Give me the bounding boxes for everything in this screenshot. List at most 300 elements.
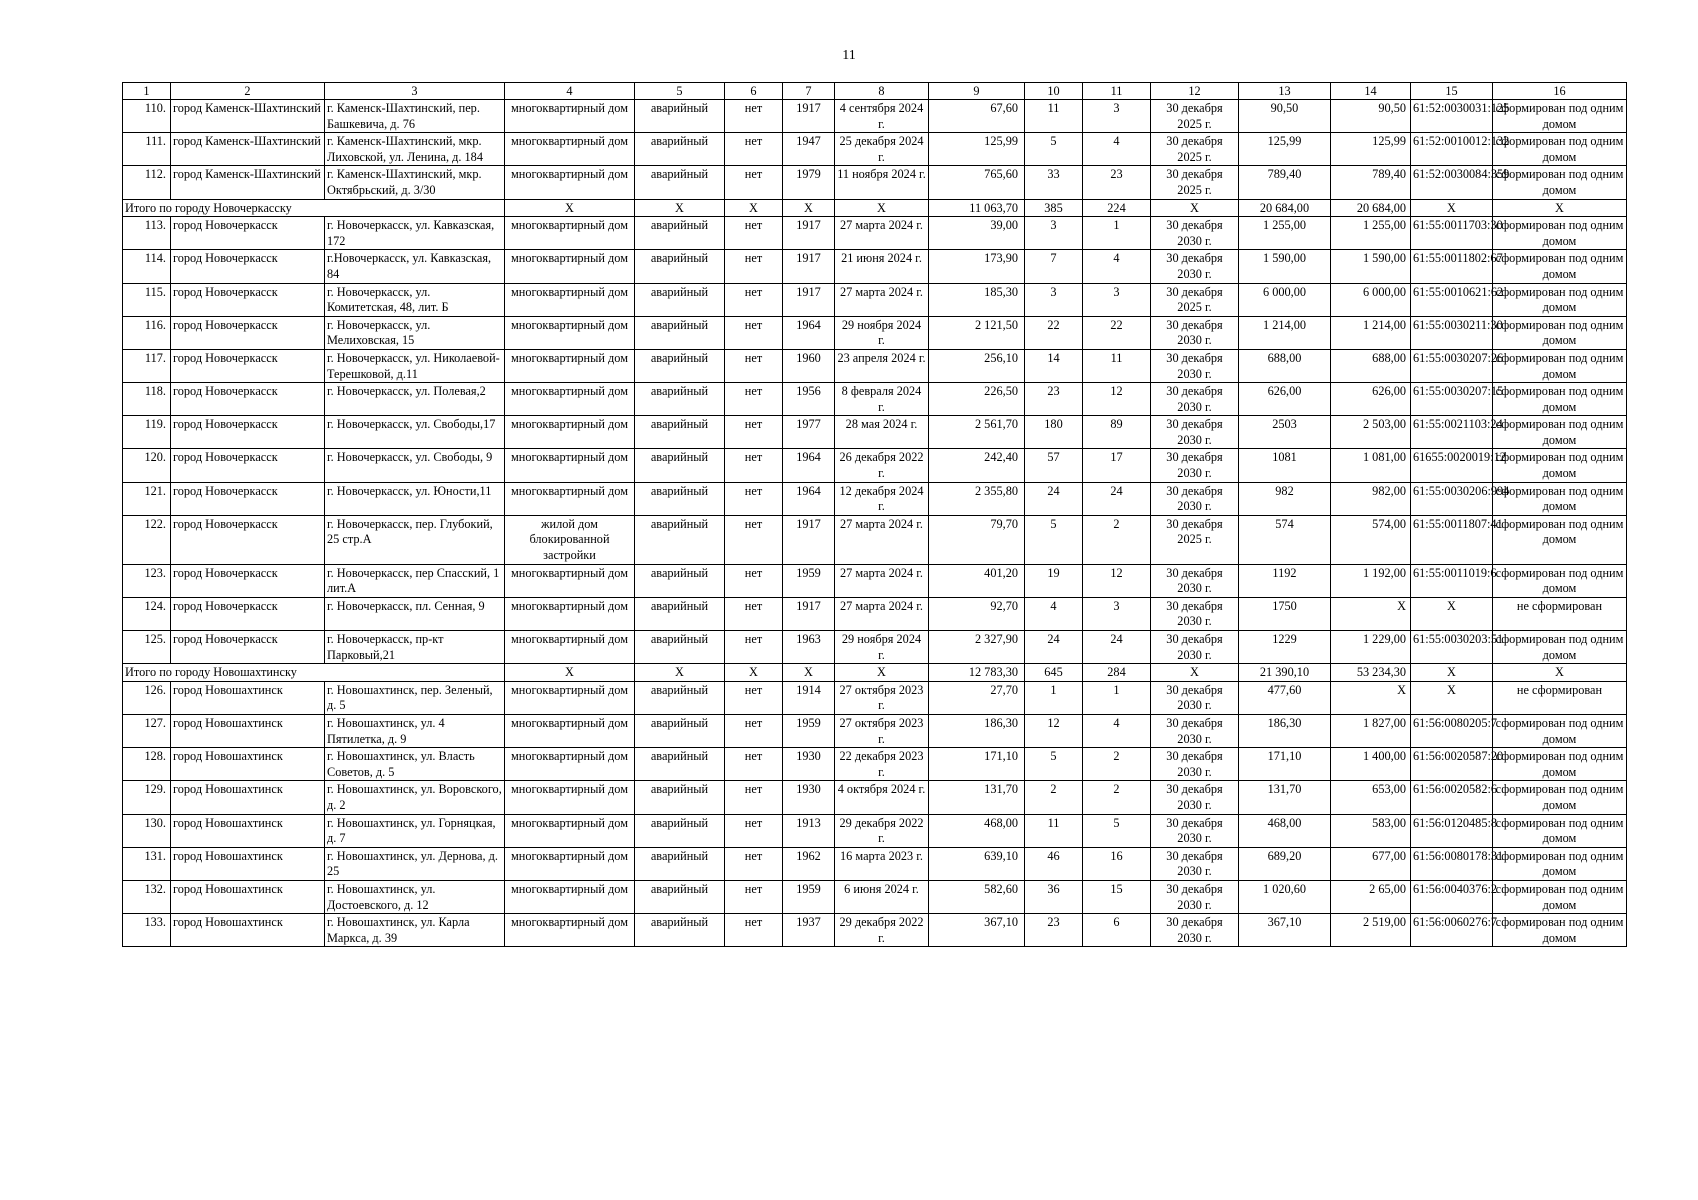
table-cell: 24 bbox=[1083, 631, 1151, 664]
table-cell: аварийный bbox=[635, 597, 725, 630]
table-cell: нет bbox=[725, 631, 783, 664]
column-header: 15 bbox=[1411, 83, 1493, 100]
table-cell: город Новочеркасск bbox=[171, 416, 325, 449]
table-cell: нет bbox=[725, 217, 783, 250]
table-row bbox=[123, 564, 1627, 597]
table-cell: 2 65,00 bbox=[1331, 880, 1411, 913]
table-cell: 122. bbox=[123, 515, 171, 564]
table-cell: многоквартирный дом bbox=[505, 564, 635, 597]
table-cell: 1917 bbox=[783, 217, 835, 250]
table-cell: г. Новочеркасск, ул. Николаевой-Терешковой, д.11 bbox=[325, 349, 505, 382]
table-cell: 36 bbox=[1025, 880, 1083, 913]
table-cell: город Новошахтинск bbox=[171, 714, 325, 747]
table-cell: 61:56:0020582:6 bbox=[1411, 781, 1493, 814]
table-cell: г. Новошахтинск, ул. Карла Маркса, д. 39 bbox=[325, 914, 505, 947]
table-cell: 1917 bbox=[783, 597, 835, 630]
table-cell: 23 bbox=[1025, 383, 1083, 416]
table-cell: 1977 bbox=[783, 416, 835, 449]
table-cell: 23 bbox=[1025, 914, 1083, 947]
table-cell: аварийный bbox=[635, 847, 725, 880]
subtotal-cell: 645 bbox=[1025, 664, 1083, 682]
table-cell: 23 апреля 2024 г. bbox=[835, 349, 929, 382]
table-cell: многоквартирный дом bbox=[505, 100, 635, 133]
table-cell: 61:55:0011807:41 bbox=[1411, 515, 1493, 564]
table-cell: 27 марта 2024 г. bbox=[835, 217, 929, 250]
table-cell: многоквартирный дом bbox=[505, 880, 635, 913]
table-cell: 29 ноября 2024 г. bbox=[835, 316, 929, 349]
table-cell: многоквартирный дом bbox=[505, 133, 635, 166]
table-cell: 173,90 bbox=[929, 250, 1025, 283]
table-cell: 1 400,00 bbox=[1331, 748, 1411, 781]
table-cell: 30 декабря 2025 г. bbox=[1151, 133, 1239, 166]
subtotal-row bbox=[123, 664, 1627, 682]
table-row bbox=[123, 383, 1627, 416]
table-cell: 131,70 bbox=[1239, 781, 1331, 814]
table-row bbox=[123, 217, 1627, 250]
table-cell: г. Новочеркасск, ул. Полевая,2 bbox=[325, 383, 505, 416]
table-cell: 1959 bbox=[783, 564, 835, 597]
table-row bbox=[123, 748, 1627, 781]
table-cell: аварийный bbox=[635, 515, 725, 564]
table-cell: 3 bbox=[1083, 597, 1151, 630]
table-cell: город Новочеркасск bbox=[171, 482, 325, 515]
subtotal-cell: 20 684,00 bbox=[1331, 199, 1411, 217]
table-cell: 61:55:0011802:67 bbox=[1411, 250, 1493, 283]
table-row bbox=[123, 914, 1627, 947]
table-cell: 57 bbox=[1025, 449, 1083, 482]
table-row bbox=[123, 880, 1627, 913]
table-cell: 27 марта 2024 г. bbox=[835, 515, 929, 564]
table-cell: 242,40 bbox=[929, 449, 1025, 482]
table-cell: многоквартирный дом bbox=[505, 714, 635, 747]
table-cell: 688,00 bbox=[1331, 349, 1411, 382]
table-cell: сформирован под одним домом bbox=[1493, 133, 1627, 166]
table-cell: 171,10 bbox=[929, 748, 1025, 781]
table-cell: сформирован под одним домом bbox=[1493, 814, 1627, 847]
table-cell: 117. bbox=[123, 349, 171, 382]
table-cell: 1 827,00 bbox=[1331, 714, 1411, 747]
column-header: 6 bbox=[725, 83, 783, 100]
table-cell: 131. bbox=[123, 847, 171, 880]
table-cell: 30 декабря 2030 г. bbox=[1151, 482, 1239, 515]
table-cell: нет bbox=[725, 133, 783, 166]
table-cell: г. Новошахтинск, ул. Власть Советов, д. 5 bbox=[325, 748, 505, 781]
table-cell: 1 bbox=[1083, 217, 1151, 250]
table-cell: нет bbox=[725, 681, 783, 714]
table-cell: 46 bbox=[1025, 847, 1083, 880]
table-cell: 61:55:0010621:62 bbox=[1411, 283, 1493, 316]
table-cell: 61:55:0030206:994 bbox=[1411, 482, 1493, 515]
table-cell: 19 bbox=[1025, 564, 1083, 597]
table-cell: не сформирован bbox=[1493, 681, 1627, 714]
table-cell: 24 bbox=[1025, 631, 1083, 664]
table-cell: г. Новошахтинск, ул. Дернова, д. 25 bbox=[325, 847, 505, 880]
table-cell: город Новошахтинск bbox=[171, 748, 325, 781]
column-header: 14 bbox=[1331, 83, 1411, 100]
subtotal-cell: X bbox=[635, 664, 725, 682]
table-cell: аварийный bbox=[635, 166, 725, 199]
table-cell: нет bbox=[725, 914, 783, 947]
table-cell: 2 519,00 bbox=[1331, 914, 1411, 947]
table-cell: аварийный bbox=[635, 416, 725, 449]
table-cell: 23 bbox=[1083, 166, 1151, 199]
table-cell: 61:55:0011703:30 bbox=[1411, 217, 1493, 250]
subtotal-cell: 11 063,70 bbox=[929, 199, 1025, 217]
column-header: 9 bbox=[929, 83, 1025, 100]
table-cell: многоквартирный дом bbox=[505, 250, 635, 283]
table-cell: город Новочеркасск bbox=[171, 250, 325, 283]
table-cell: многоквартирный дом bbox=[505, 349, 635, 382]
table-cell: сформирован под одним домом bbox=[1493, 250, 1627, 283]
table-cell: г. Новочеркасск, пл. Сенная, 9 bbox=[325, 597, 505, 630]
table-row bbox=[123, 781, 1627, 814]
table-cell: 583,00 bbox=[1331, 814, 1411, 847]
table-cell: 30 декабря 2030 г. bbox=[1151, 781, 1239, 814]
table-cell: X bbox=[1411, 681, 1493, 714]
table-cell: 125. bbox=[123, 631, 171, 664]
table-cell: 15 bbox=[1083, 880, 1151, 913]
table-cell: 468,00 bbox=[929, 814, 1025, 847]
subtotal-row bbox=[123, 199, 1627, 217]
table-cell: аварийный bbox=[635, 631, 725, 664]
table-cell: 1947 bbox=[783, 133, 835, 166]
table-cell: город Новошахтинск bbox=[171, 781, 325, 814]
table-cell: 1960 bbox=[783, 349, 835, 382]
table-cell: город Новошахтинск bbox=[171, 814, 325, 847]
table-row bbox=[123, 416, 1627, 449]
table-cell: сформирован под одним домом bbox=[1493, 748, 1627, 781]
table-cell: сформирован под одним домом bbox=[1493, 781, 1627, 814]
subtotal-cell: 385 bbox=[1025, 199, 1083, 217]
table-cell: 115. bbox=[123, 283, 171, 316]
table-cell: 2 503,00 bbox=[1331, 416, 1411, 449]
table-cell: город Новочеркасск bbox=[171, 316, 325, 349]
table-cell: 2 bbox=[1083, 515, 1151, 564]
table-cell: город Новочеркасск bbox=[171, 349, 325, 382]
table-cell: 1917 bbox=[783, 100, 835, 133]
table-row bbox=[123, 814, 1627, 847]
table-cell: многоквартирный дом bbox=[505, 814, 635, 847]
table-cell: 24 bbox=[1083, 482, 1151, 515]
table-cell: 22 декабря 2023 г. bbox=[835, 748, 929, 781]
table-cell: 765,60 bbox=[929, 166, 1025, 199]
table-cell: 1 214,00 bbox=[1331, 316, 1411, 349]
table-cell: 1750 bbox=[1239, 597, 1331, 630]
table-cell: 3 bbox=[1083, 100, 1151, 133]
table-cell: 1979 bbox=[783, 166, 835, 199]
table-cell: аварийный bbox=[635, 349, 725, 382]
table-cell: 110. bbox=[123, 100, 171, 133]
table-cell: 689,20 bbox=[1239, 847, 1331, 880]
table-cell: аварийный bbox=[635, 564, 725, 597]
subtotal-cell: 284 bbox=[1083, 664, 1151, 682]
table-cell: 17 bbox=[1083, 449, 1151, 482]
table-row bbox=[123, 631, 1627, 664]
table-cell: 1956 bbox=[783, 383, 835, 416]
table-cell: аварийный bbox=[635, 714, 725, 747]
table-cell: город Новочеркасск bbox=[171, 564, 325, 597]
subtotal-cell: X bbox=[725, 664, 783, 682]
column-header: 12 bbox=[1151, 83, 1239, 100]
table-cell: 1 bbox=[1025, 681, 1083, 714]
table-cell: нет bbox=[725, 714, 783, 747]
table-cell: нет bbox=[725, 283, 783, 316]
table-cell: 30 декабря 2030 г. bbox=[1151, 914, 1239, 947]
column-header: 4 bbox=[505, 83, 635, 100]
table-cell: многоквартирный дом bbox=[505, 748, 635, 781]
table-row bbox=[123, 515, 1627, 564]
table-cell: аварийный bbox=[635, 914, 725, 947]
table-cell: нет bbox=[725, 416, 783, 449]
table-cell: 27,70 bbox=[929, 681, 1025, 714]
table-cell: 61:55:0021103:24 bbox=[1411, 416, 1493, 449]
table-cell: 30 декабря 2030 г. bbox=[1151, 597, 1239, 630]
table-cell: 574,00 bbox=[1331, 515, 1411, 564]
table-cell: 22 bbox=[1083, 316, 1151, 349]
table-cell: 116. bbox=[123, 316, 171, 349]
table-cell: 30 декабря 2030 г. bbox=[1151, 880, 1239, 913]
table-cell: нет bbox=[725, 166, 783, 199]
table-cell: 3 bbox=[1025, 217, 1083, 250]
table-row bbox=[123, 133, 1627, 166]
table-cell: город Новочеркасск bbox=[171, 383, 325, 416]
table-cell: город Новошахтинск bbox=[171, 880, 325, 913]
table-cell: 1 081,00 bbox=[1331, 449, 1411, 482]
table-cell: аварийный bbox=[635, 217, 725, 250]
table-cell: 121. bbox=[123, 482, 171, 515]
table-cell: нет bbox=[725, 449, 783, 482]
table-cell: 1081 bbox=[1239, 449, 1331, 482]
table-cell: 113. bbox=[123, 217, 171, 250]
subtotal-cell: X bbox=[1493, 199, 1627, 217]
subtotal-cell: X bbox=[505, 664, 635, 682]
table-cell: X bbox=[1411, 597, 1493, 630]
table-cell: нет bbox=[725, 482, 783, 515]
table-cell: 256,10 bbox=[929, 349, 1025, 382]
column-number-header-row bbox=[123, 83, 1627, 100]
table-cell: 12 bbox=[1083, 383, 1151, 416]
column-header: 7 bbox=[783, 83, 835, 100]
table-cell: 1 229,00 bbox=[1331, 631, 1411, 664]
table-cell: 61:56:0060276:7 bbox=[1411, 914, 1493, 947]
table-cell: 11 bbox=[1025, 100, 1083, 133]
table-cell: 1 bbox=[1083, 681, 1151, 714]
table-cell: 119. bbox=[123, 416, 171, 449]
table-cell: 2 561,70 bbox=[929, 416, 1025, 449]
table-cell: 5 bbox=[1083, 814, 1151, 847]
table-cell: нет bbox=[725, 781, 783, 814]
table-cell: 22 bbox=[1025, 316, 1083, 349]
table-cell: многоквартирный дом bbox=[505, 383, 635, 416]
table-cell: сформирован под одним домом bbox=[1493, 714, 1627, 747]
table-cell: многоквартирный дом bbox=[505, 217, 635, 250]
table-cell: 27 октября 2023 г. bbox=[835, 681, 929, 714]
table-cell: 4 bbox=[1025, 597, 1083, 630]
table-cell: нет bbox=[725, 349, 783, 382]
table-cell: 626,00 bbox=[1239, 383, 1331, 416]
table-cell: 29 декабря 2022 г. bbox=[835, 814, 929, 847]
table-cell: нет bbox=[725, 597, 783, 630]
table-cell: аварийный bbox=[635, 880, 725, 913]
table-cell: 4 сентября 2024 г. bbox=[835, 100, 929, 133]
table-cell: 677,00 bbox=[1331, 847, 1411, 880]
table-cell: 1962 bbox=[783, 847, 835, 880]
table-cell: 6 000,00 bbox=[1331, 283, 1411, 316]
table-cell: 27 марта 2024 г. bbox=[835, 283, 929, 316]
table-cell: г. Каменск-Шахтинский, мкр. Октябрьский, д. 3/30 bbox=[325, 166, 505, 199]
table-cell: многоквартирный дом bbox=[505, 847, 635, 880]
table-cell: нет bbox=[725, 564, 783, 597]
table-cell: г. Новочеркасск, ул. Свободы, 9 bbox=[325, 449, 505, 482]
table-cell: 30 декабря 2030 г. bbox=[1151, 349, 1239, 382]
table-cell: 30 декабря 2030 г. bbox=[1151, 383, 1239, 416]
table-cell: 30 декабря 2030 г. bbox=[1151, 814, 1239, 847]
table-cell: 67,60 bbox=[929, 100, 1025, 133]
table-cell: аварийный bbox=[635, 133, 725, 166]
table-cell: 132. bbox=[123, 880, 171, 913]
table-cell: 12 декабря 2024 г. bbox=[835, 482, 929, 515]
table-cell: 30 декабря 2030 г. bbox=[1151, 847, 1239, 880]
table-cell: 131,70 bbox=[929, 781, 1025, 814]
table-cell: аварийный bbox=[635, 316, 725, 349]
table-cell: аварийный bbox=[635, 100, 725, 133]
table-cell: 5 bbox=[1025, 133, 1083, 166]
table-cell: 130. bbox=[123, 814, 171, 847]
table-cell: г. Новошахтинск, ул. Воровского, д. 2 bbox=[325, 781, 505, 814]
table-cell: 1964 bbox=[783, 449, 835, 482]
table-cell: 6 bbox=[1083, 914, 1151, 947]
table-cell: многоквартирный дом bbox=[505, 416, 635, 449]
table-row bbox=[123, 283, 1627, 316]
table-cell: г. Новошахтинск, ул. 4 Пятилетка, д. 9 bbox=[325, 714, 505, 747]
table-cell: аварийный bbox=[635, 482, 725, 515]
table-cell: 226,50 bbox=[929, 383, 1025, 416]
table-cell: город Новочеркасск bbox=[171, 283, 325, 316]
subtotal-cell: X bbox=[835, 664, 929, 682]
table-cell: г. Новочеркасск, пер Спасский, 1 лит.А bbox=[325, 564, 505, 597]
table-cell: 27 октября 2023 г. bbox=[835, 714, 929, 747]
subtotal-cell: X bbox=[1151, 664, 1239, 682]
table-cell: 12 bbox=[1025, 714, 1083, 747]
table-cell: 128. bbox=[123, 748, 171, 781]
table-cell: многоквартирный дом bbox=[505, 597, 635, 630]
table-cell: 29 ноября 2024 г. bbox=[835, 631, 929, 664]
table-cell: 582,60 bbox=[929, 880, 1025, 913]
table-cell: нет bbox=[725, 814, 783, 847]
table-cell: 30 декабря 2030 г. bbox=[1151, 250, 1239, 283]
table-cell: 367,10 bbox=[929, 914, 1025, 947]
table-cell: 16 bbox=[1083, 847, 1151, 880]
table-cell: аварийный bbox=[635, 383, 725, 416]
table-cell: многоквартирный дом bbox=[505, 166, 635, 199]
table-row bbox=[123, 100, 1627, 133]
table-cell: 401,20 bbox=[929, 564, 1025, 597]
column-header: 13 bbox=[1239, 83, 1331, 100]
table-cell: 3 bbox=[1025, 283, 1083, 316]
table-cell: г. Новочеркасск, ул. Кавказская, 172 bbox=[325, 217, 505, 250]
table-cell: 61:55:0030207:26 bbox=[1411, 349, 1493, 382]
table-cell: 1959 bbox=[783, 880, 835, 913]
table-cell: аварийный bbox=[635, 283, 725, 316]
subtotal-cell: 20 684,00 bbox=[1239, 199, 1331, 217]
table-cell: 186,30 bbox=[1239, 714, 1331, 747]
table-cell: г. Новошахтинск, пер. Зеленый, д. 5 bbox=[325, 681, 505, 714]
table-cell: г. Каменск-Шахтинский, мкр. Лиховской, ул. Ленина, д. 184 bbox=[325, 133, 505, 166]
column-header: 10 bbox=[1025, 83, 1083, 100]
column-header: 3 bbox=[325, 83, 505, 100]
table-cell: 25 декабря 2024 г. bbox=[835, 133, 929, 166]
table-cell: 1937 bbox=[783, 914, 835, 947]
table-cell: аварийный bbox=[635, 681, 725, 714]
table-row bbox=[123, 714, 1627, 747]
table-cell: 2 327,90 bbox=[929, 631, 1025, 664]
table-cell: 30 декабря 2025 г. bbox=[1151, 283, 1239, 316]
table-row bbox=[123, 681, 1627, 714]
table-cell: 186,30 bbox=[929, 714, 1025, 747]
table-cell: город Новочеркасск bbox=[171, 449, 325, 482]
table-cell: 30 декабря 2030 г. bbox=[1151, 416, 1239, 449]
subtotal-cell: 224 bbox=[1083, 199, 1151, 217]
table-cell: 574 bbox=[1239, 515, 1331, 564]
table-row bbox=[123, 250, 1627, 283]
table-cell: 30 декабря 2030 г. bbox=[1151, 217, 1239, 250]
subtotal-cell: 53 234,30 bbox=[1331, 664, 1411, 682]
table-cell: город Новошахтинск bbox=[171, 914, 325, 947]
table-cell: 5 bbox=[1025, 748, 1083, 781]
table-cell: сформирован под одним домом bbox=[1493, 166, 1627, 199]
table-cell: 28 мая 2024 г. bbox=[835, 416, 929, 449]
table-cell: 1930 bbox=[783, 781, 835, 814]
table-cell: 120. bbox=[123, 449, 171, 482]
table-cell: сформирован под одним домом bbox=[1493, 349, 1627, 382]
table-cell: сформирован под одним домом bbox=[1493, 449, 1627, 482]
table-cell: 1964 bbox=[783, 482, 835, 515]
table-cell: 1229 bbox=[1239, 631, 1331, 664]
table-cell: 6 000,00 bbox=[1239, 283, 1331, 316]
page-number: 11 bbox=[842, 48, 856, 63]
table-cell: 61:56:0120485:8 bbox=[1411, 814, 1493, 847]
table-cell: 16 марта 2023 г. bbox=[835, 847, 929, 880]
table-cell: 1959 bbox=[783, 714, 835, 747]
table-cell: 126. bbox=[123, 681, 171, 714]
table-cell: сформирован под одним домом bbox=[1493, 482, 1627, 515]
table-row bbox=[123, 482, 1627, 515]
table-cell: 30 декабря 2030 г. bbox=[1151, 748, 1239, 781]
table-cell: город Новочеркасск bbox=[171, 515, 325, 564]
table-cell: многоквартирный дом bbox=[505, 781, 635, 814]
table-cell: г. Новочеркасск, ул. Свободы,17 bbox=[325, 416, 505, 449]
table-cell: нет bbox=[725, 316, 783, 349]
table-cell: 61:52:0030084:359 bbox=[1411, 166, 1493, 199]
subtotal-cell: X bbox=[505, 199, 635, 217]
table-cell: 982 bbox=[1239, 482, 1331, 515]
table-cell: 1917 bbox=[783, 250, 835, 283]
table-cell: 61655:0020019:12 bbox=[1411, 449, 1493, 482]
table-cell: город Каменск-Шахтинский bbox=[171, 100, 325, 133]
subtotal-cell: X bbox=[1151, 199, 1239, 217]
table-cell: нет bbox=[725, 100, 783, 133]
table-cell: город Каменск-Шахтинский bbox=[171, 166, 325, 199]
table-cell: сформирован под одним домом bbox=[1493, 631, 1627, 664]
table-cell: аварийный bbox=[635, 748, 725, 781]
table-row bbox=[123, 449, 1627, 482]
table-cell: 129. bbox=[123, 781, 171, 814]
table-cell: нет bbox=[725, 515, 783, 564]
table-cell: 30 декабря 2025 г. bbox=[1151, 166, 1239, 199]
table-cell: 5 bbox=[1025, 515, 1083, 564]
column-header: 8 bbox=[835, 83, 929, 100]
table-row bbox=[123, 166, 1627, 199]
